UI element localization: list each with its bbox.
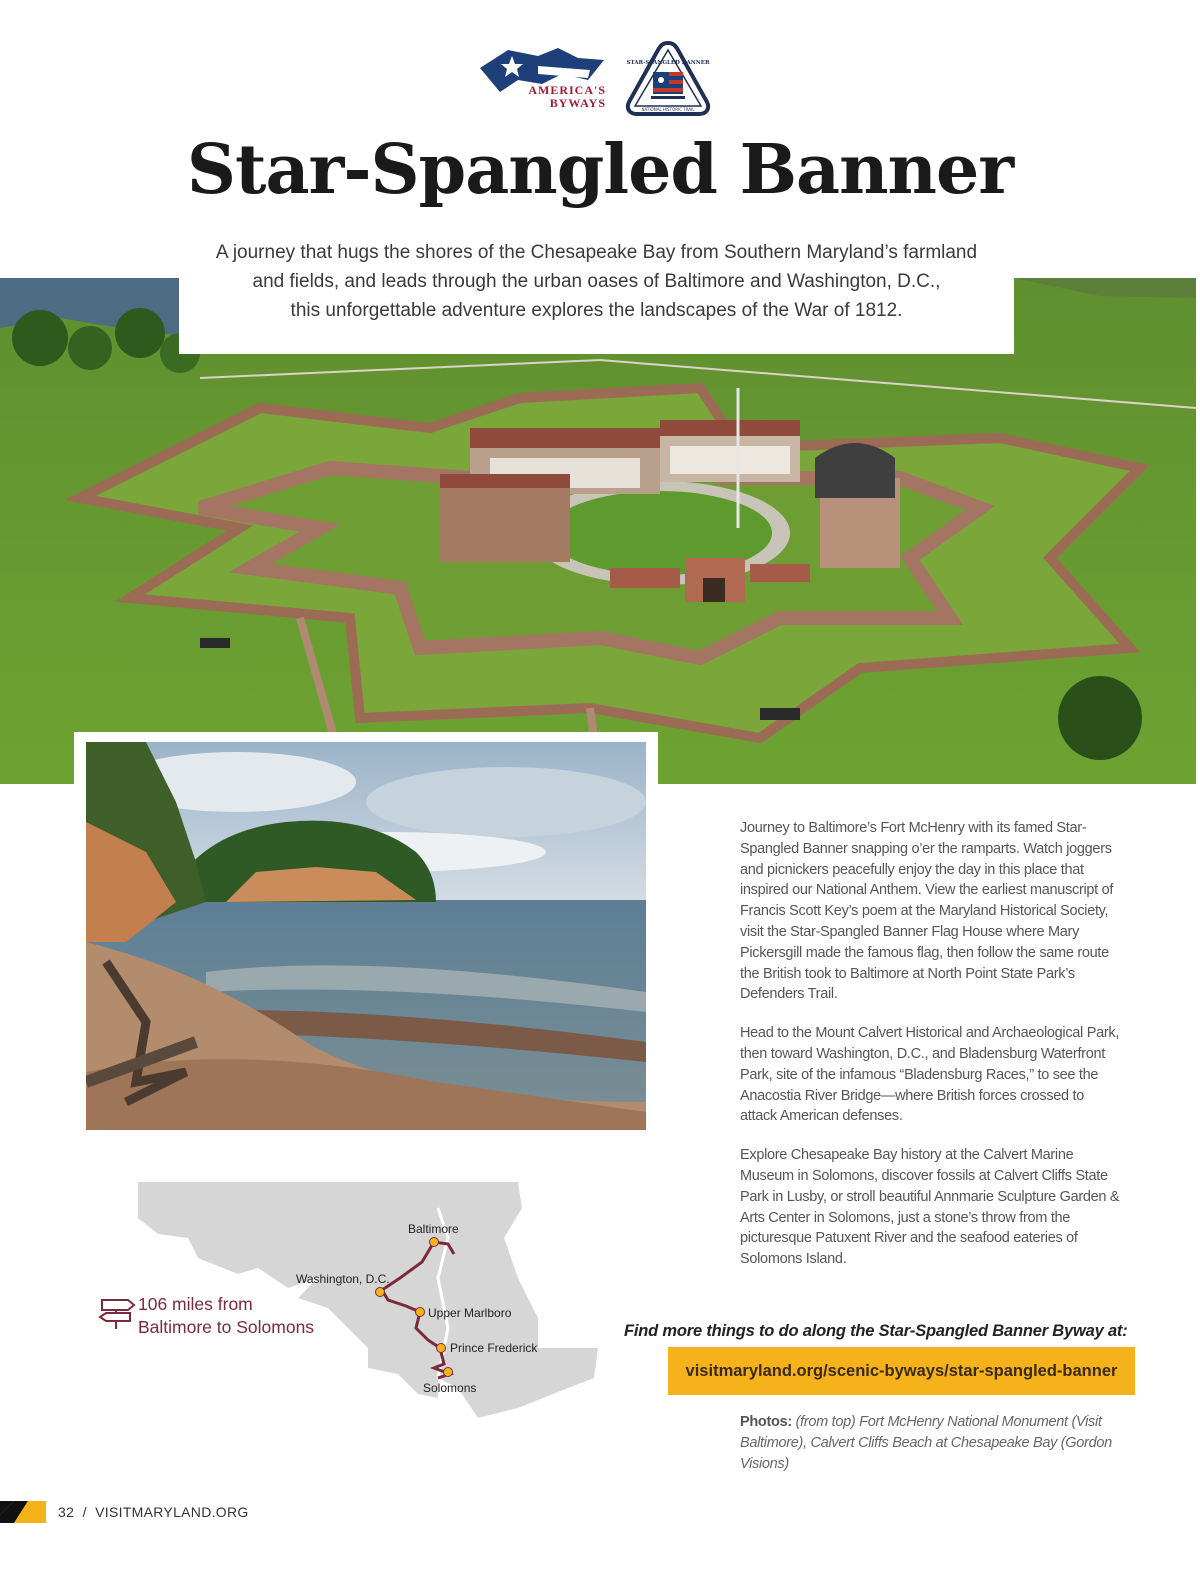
beach-photo-frame xyxy=(74,732,658,1142)
map-label-solomons: Solomons xyxy=(423,1381,477,1395)
intro-line-3: this unforgettable adventure explores the landscapes of the War of 1812. xyxy=(290,300,903,321)
intro-line-2: and fields, and leads through the urban oases of Baltimore and Washington, D.C., xyxy=(252,271,941,292)
byway-url-link[interactable]: visitmaryland.org/scenic-byways/star-spangled-banner xyxy=(668,1347,1135,1395)
body-paragraph-2: Head to the Mount Calvert Historical and Archaeological Park, then toward Washington, D.C., and Bladensburg Waterfront Park, site of the infamous “Bladensburg Races,” to see the Anacostia River Bridge—where British forces crossed to attack American defenses. xyxy=(740,1025,1120,1125)
miles-line-2: Baltimore to Solomons xyxy=(138,1317,315,1337)
map-label-upper-marlboro: Upper Marlboro xyxy=(428,1306,512,1320)
signpost-icon xyxy=(96,1296,136,1330)
footer-text xyxy=(58,1504,249,1520)
page-footer xyxy=(0,1501,400,1525)
prince-frederick-marker xyxy=(437,1344,446,1353)
americas-byways-logo xyxy=(478,40,610,118)
miles-callout xyxy=(96,1294,336,1344)
logo-group xyxy=(478,40,718,120)
photo-credits xyxy=(740,1412,1130,1475)
byways-line2: BYWAYS xyxy=(549,96,606,110)
map-label-washington: Washington, D.C. xyxy=(296,1272,390,1286)
maryland-flag-icon xyxy=(0,1501,46,1523)
miles-line-1: 106 miles from xyxy=(138,1294,253,1314)
body-text xyxy=(740,818,1120,1288)
body-paragraph-3: Explore Chesapeake Bay history at the Calvert Marine Museum in Solomons, discover fossils at Calvert Cliffs State Park in Lusby, or stroll beautiful Annmarie Sculpture Garden & Arts Center in Solomons, just a stone’s throw from the picturesque Patuxent River and the seafood eateries of Solomons Island. xyxy=(740,1147,1120,1268)
baltimore-marker xyxy=(430,1238,439,1247)
upper-marlboro-marker xyxy=(416,1308,425,1317)
body-paragraph-1: Journey to Baltimore’s Fort McHenry with its famed Star-Spangled Banner snapping o’er the ramparts. Watch joggers and picnickers peacefully enjoy the day in this place that inspired our National Anthem. View the earliest manuscript of Francis Scott Key’s poem at the Maryland Historical Society, visit the Star-Spangled Banner Flag House where Mary Pickersgill made the famous flag, then follow the same route the British took to Baltimore at North Point State Park’s Defenders Trail. xyxy=(740,820,1114,1003)
solomons-marker xyxy=(444,1368,453,1377)
footer-separator: / xyxy=(82,1504,87,1520)
map-label-prince-frederick: Prince Frederick xyxy=(450,1341,538,1355)
photos-text: (from top) Fort McHenry National Monument (Visit Baltimore), Calvert Cliffs Beach at Chesapeake Bay (Gordon Visions) xyxy=(740,1414,1112,1472)
find-more-heading: Find more things to do along the Star-Spangled Banner Byway at: xyxy=(624,1322,1128,1340)
page-title: Star-Spangled Banner xyxy=(186,130,1014,210)
page-number: 32 xyxy=(58,1504,75,1520)
washington-marker xyxy=(376,1288,385,1297)
map-label-baltimore: Baltimore xyxy=(408,1222,459,1236)
footer-site[interactable]: VISITMARYLAND.ORG xyxy=(95,1504,249,1520)
intro-line-1: A journey that hugs the shores of the Chesapeake Bay from Southern Maryland’s farmland xyxy=(215,242,978,263)
ssb-logo-label: STAR-SPANGLED BANNER xyxy=(626,60,710,66)
star-spangled-banner-trail-logo xyxy=(623,40,713,118)
byways-wordmark xyxy=(502,84,606,110)
calvert-cliffs-beach-photo xyxy=(86,742,646,1130)
intro-box xyxy=(179,230,1014,354)
photos-label: Photos: xyxy=(740,1414,792,1430)
byways-line1: AMERICA'S xyxy=(528,83,606,97)
ssb-logo-subtitle: NATIONAL HISTORIC TRAIL xyxy=(641,107,695,112)
